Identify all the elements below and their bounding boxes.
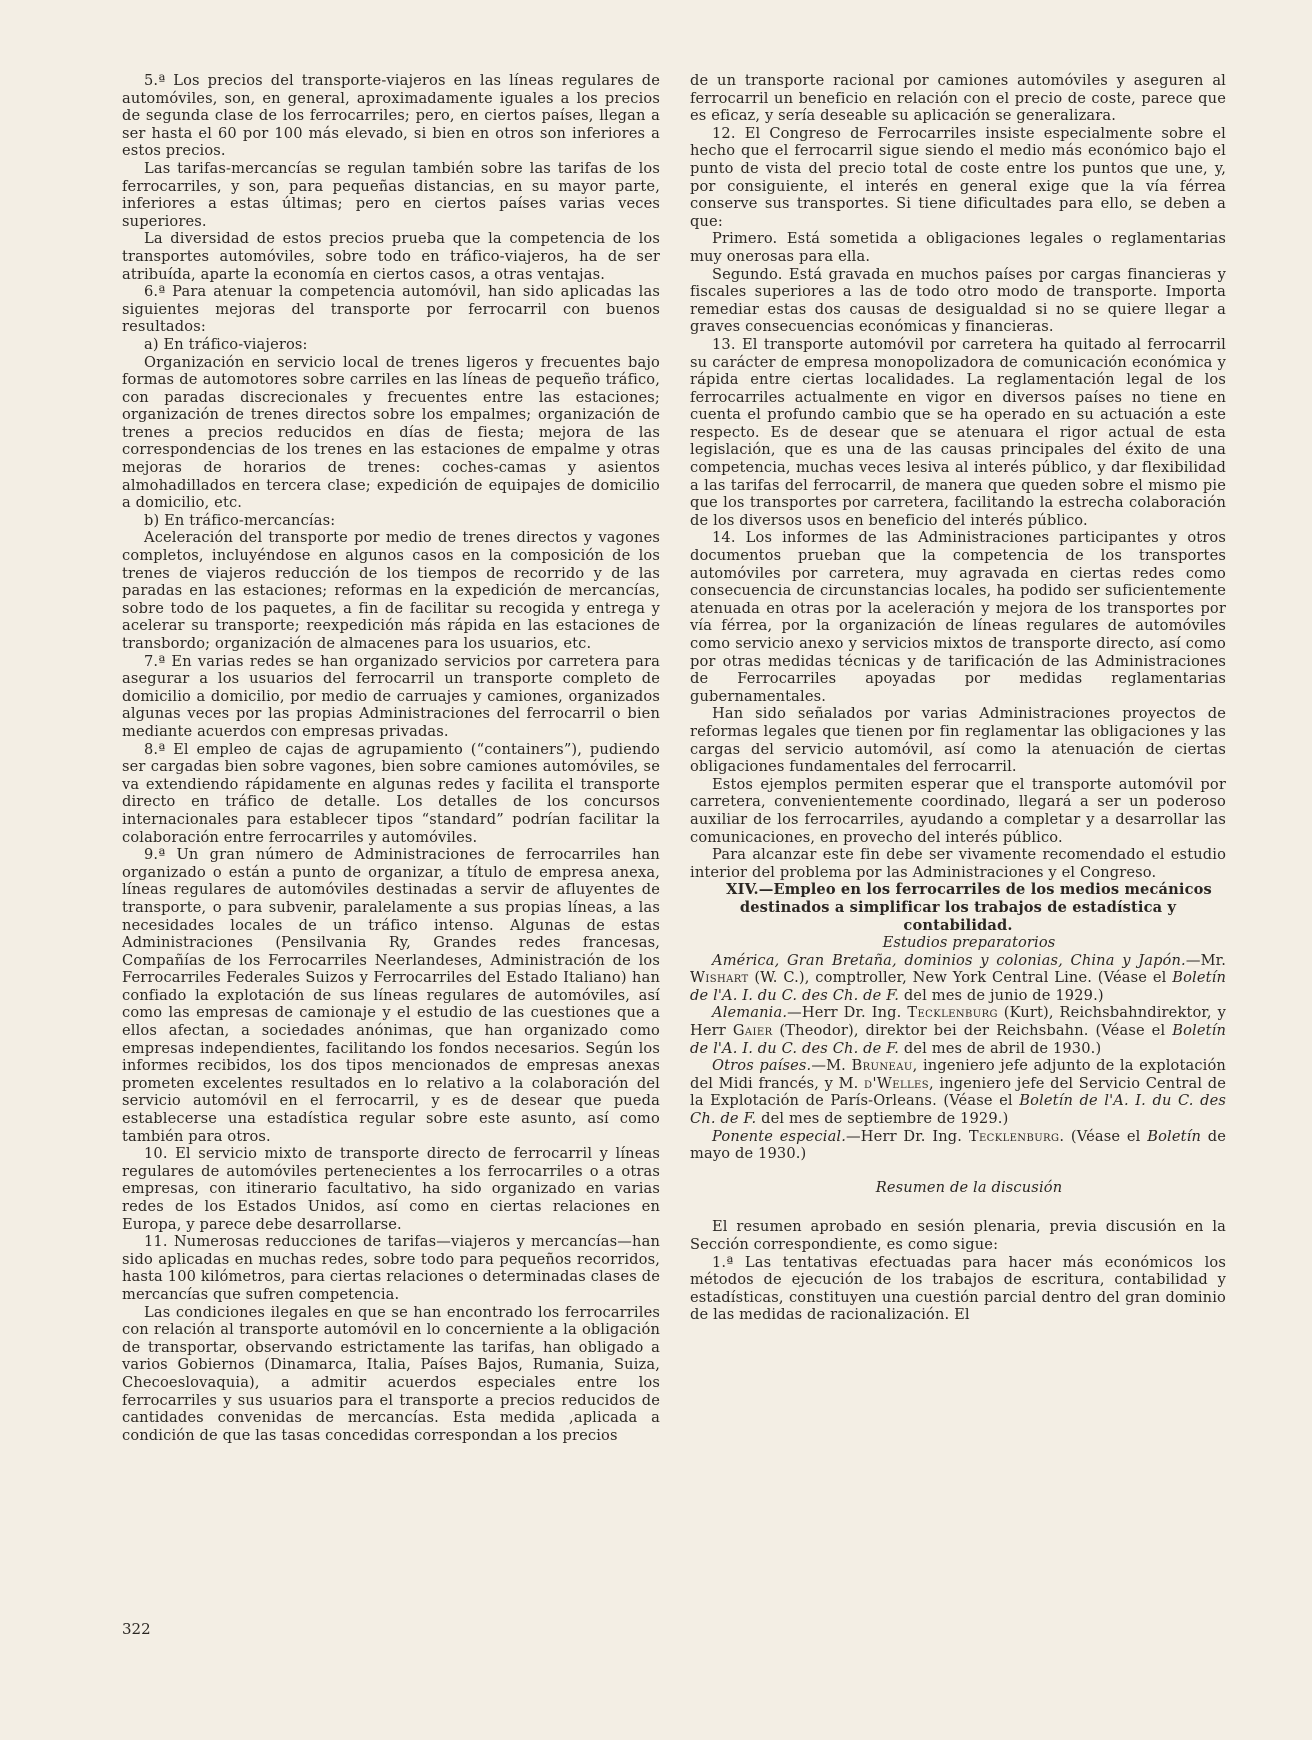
ref-text: —Herr Dr. Ing. — [787, 1004, 908, 1022]
ref-name: Tecklenburg — [968, 1127, 1060, 1145]
paragraph: 7.ª En varias redes se han organizado servicios por carretera para asegurar a los usuarios del ferrocarril un transporte completo de domicilio a domicilio, por medio de carruajes y camiones, organizados algunas veces por las propias Administraciones del ferrocarril o bien mediante acuerdos con empresas privadas. — [122, 652, 660, 740]
paragraph: b) En tráfico-mercancías: — [144, 511, 336, 529]
reference-entry — [690, 952, 1226, 1005]
paragraph: 14. Los informes de las Administraciones participantes y otros documentos prueban que la competencia de los transportes automóviles por carretera, muy agravada en ciertas redes como consecuencia de circunstancias locales, ha podido ser suficientemente atenuada en otras por la aceleración y mejora de los transportes por vía férrea, por la organización de líneas regulares de automóviles como servicio anexo y servicios mixtos de transporte directo, así como por otras medidas técnicas y de tarificación de las Administraciones de Ferrocarriles apoyadas por medidas reglamentarias gubernamentales. — [690, 529, 1226, 705]
ref-title: Boletín — [1147, 1127, 1201, 1145]
ref-title: Boletín de l'A. I. du C. des Ch. de F. — [690, 1092, 1226, 1128]
ref-place: Otros países. — [712, 1057, 812, 1075]
ref-title: Boletín de l'A. I. du C. des Ch. de F. — [690, 1022, 1226, 1057]
ref-place: América, Gran Bretaña, dominios y colonias, China y Japón. — [712, 951, 1186, 969]
ref-name: Gaier — [732, 1022, 773, 1040]
ref-name: Wishart — [690, 969, 749, 987]
paragraph: Las condiciones ilegales en que se han encontrado los ferrocarriles con relación al transporte automóvil en lo concerniente a la obligación de transportar, observando estrictamente las tarifas, han obligado a varios Gobiernos (Dinamarca, Italia, Países Bajos, Rumania, Suiza, Checoeslovaquia), a admitir acuerdos especiales entre los ferrocarriles y sus usuarios para el transporte a precios reducidos de cantidades convenidas de mercancías. Esta medida ,aplicada a condición de que las tasas concedidas correspondan a los precios — [122, 1303, 660, 1444]
paragraph: 9.ª Un gran número de Administraciones de ferrocarriles han organizado o están a punto de organizar, a título de empresa anexa, líneas regulares de automóviles destinadas a servir de afluyentes de transporte, o para subvenir, paralelamente a sus propias líneas, a las necesidades locales de un tráfico intenso. Algunas de estas Administraciones (Pensilvania Ry, Grandes redes francesas, Compañías de los Ferrocarriles Neerlandeses, Administración de los Ferrocarriles Federales Suizos y Ferrocarriles del Estado Italiano) han confiado la explotación de sus líneas regulares de automóviles, así como las empresas de camionaje y el estudio de las cuestiones que a ellos afectan, a sociedades anónimas, que han organizado como empresas independientes, facilitando los fondos necesarios. Según los informes recibidos, los dos tipos mencionados de empresas anexas prometen excelentes resultados en lo relativo a la colaboración del servicio automóvil en el ferrocarril, y es de desear que pueda establecerse una estadística regular sobre este asunto, así como también para otros. — [122, 846, 660, 1145]
paragraph: de un transporte racional por camiones automóviles y aseguren al ferrocarril un beneficio en relación con el precio de coste, parece que es eficaz, y sería deseable su aplicación se generalizara. — [690, 72, 1226, 125]
ref-place: Ponente especial. — [712, 1127, 847, 1145]
ref-text: —Herr Dr. Ing. — [846, 1127, 969, 1145]
left-column — [122, 72, 660, 1444]
paragraph: La diversidad de estos precios prueba que la competencia de los transportes automóviles, sobre todo en tráfico-viajeros, ha de ser atribuída, aparte la economía en ciertos casos, a otras ventajas. — [122, 230, 660, 283]
paragraph: Las tarifas-mercancías se regulan también sobre las tarifas de los ferrocarriles, y son, para pequeñas distancias, en su mayor parte, inferiores a estas últimas; pero en ciertos países varias veces superiores. — [122, 159, 660, 230]
ref-text: , ingeniero jefe adjunto de la explotación del Midi francés, y M. — [690, 1057, 1226, 1092]
ref-place: Alemania. — [712, 1004, 788, 1022]
ref-name: Tecklenburg — [907, 1004, 998, 1022]
paragraph: 6.ª Para atenuar la competencia automóvil, han sido aplicadas las siguientes mejoras del transporte por ferrocarril con buenos resultados: — [122, 283, 660, 336]
paragraph: 11. Numerosas reducciones de tarifas—viajeros y mercancías—han sido aplicadas en muchas redes, sobre todo para pequeños recorridos, hasta 100 kilómetros, para ciertas relaciones o determinadas clases de mercancías que sufren competencia. — [122, 1233, 660, 1303]
ref-text: . (Véase el — [1059, 1127, 1148, 1145]
ref-text: —Mr. — [1185, 951, 1226, 969]
ref-text: de mayo de 1930.) — [690, 1127, 1227, 1163]
paragraph: 10. El servicio mixto de transporte directo de ferrocarril y líneas regulares de automóviles pertenecientes a los ferrocarriles o a otras empresas, con itinerario facultativo, ha sido organizado en varias redes de los Estados Unidos, así como en ciertas relaciones en Europa, y parece debe desarrollarse. — [122, 1145, 660, 1233]
paragraph: 13. El transporte automóvil por carretera ha quitado al ferrocarril su carácter de empresa monopolizadora de comunicación económica y rápida entre ciertas localidades. La reglamentación legal de los ferrocarriles actualmente en vigor en diversos países no tiene en cuenta el profundo cambio que se ha operado en su actuación a este respecto. Es de desear que se atenuara el rigor actual de esta legislación, que es una de las causas principales del éxito de una competencia, muchas veces lesiva al interés público, y dar flexibilidad a las tarifas del ferrocarril, de manera que queden sobre el mismo pie que los transportes por carretera, facilitando la estrecha colaboración de los diversos usos en beneficio del interés público. — [690, 335, 1226, 529]
ref-name: Bruneau — [851, 1057, 913, 1075]
paragraph: Estos ejemplos permiten esperar que el transporte automóvil por carretera, convenientemente coordinado, llegará a ser un poderoso auxiliar de los ferrocarriles, ayudando a completar y a desarrollar las comunicaciones, en provecho del interés público. — [690, 775, 1226, 846]
paragraph: 5.ª Los precios del transporte-viajeros en las líneas regulares de automóviles, son, en general, aproximadamente iguales a los precios de segunda clase de los ferrocarriles; pero, en ciertos países, llegan a ser hasta el 60 por 100 más elevado, si bien en otros son inferiores a estos precios. — [122, 72, 660, 160]
subheading: Estudios preparatorios — [882, 934, 1056, 952]
reference-entry — [690, 1128, 1226, 1163]
ref-text: —M. — [811, 1057, 852, 1075]
paragraph: Segundo. Está gravada en muchos países por cargas financieras y fiscales superiores a las de todo otro modo de transporte. Importa remediar estas dos causas de desigualdad si no se quiere llegar a graves consecuencias económicas y financieras. — [690, 265, 1226, 336]
ref-name: d'Welles — [864, 1074, 929, 1092]
paragraph: El resumen aprobado en sesión plenaria, previa discusión en la Sección correspondiente, es como sigue: — [690, 1218, 1226, 1253]
paragraph: Primero. Está sometida a obligaciones legales o reglamentarias muy onerosas para ella. — [690, 230, 1226, 265]
ref-text: del mes de abril de 1930.) — [899, 1039, 1102, 1057]
page-number: 322 — [122, 1620, 151, 1638]
right-column — [690, 72, 1226, 1324]
paragraph: Aceleración del transporte por medio de trenes directos y vagones completos, incluyéndose en algunos casos en la composición de los trenes de viajeros reducción de los tiempos de recorrido y de las paradas en las estaciones; reformas en la expedición de mercancías, sobre todo de los paquetes, a fin de facilitar su recogida y entrega y acelerar su transporte; reexpedición más rápida en las estaciones de transbordo; organización de almacenes para los usuarios, etc. — [122, 529, 660, 652]
reference-entry — [690, 1004, 1226, 1057]
paragraph: Organización en servicio local de trenes ligeros y frecuentes bajo formas de automotores sobre carriles en las líneas de pequeño tráfico, con paradas discrecionales y frecuentes entre las estaciones; organización de trenes directos sobre los empalmes; organización de trenes a precios reducidos en días de fiesta; mejora de las correspondencias de los trenes en las estaciones de empalme y otras mejoras de horarios de trenes: coches-camas y asientos almohadillados en tercera clase; expedición de equipajes de domicilio a domicilio, etc. — [122, 353, 660, 512]
paragraph: 12. El Congreso de Ferrocarriles insiste especialmente sobre el hecho que el ferrocarril sigue siendo el medio más económico bajo el punto de vista del precio total de coste entre los puntos que une, y, por consiguiente, el interés en general exige que la vía férrea conserve sus transportes. Si tiene dificultades para ello, se deben a que: — [690, 124, 1226, 230]
paragraph: 1.ª Las tentativas efectuadas para hacer más económicos los métodos de ejecución de los trabajos de escritura, contabilidad y estadísticas, constituyen una cuestión parcial dentro del gran dominio de las medidas de racionalización. El — [690, 1253, 1226, 1324]
paragraph: Para alcanzar este fin debe ser vivamente recomendado el estudio interior del problema por las Administraciones y el Congreso. — [690, 846, 1226, 881]
ref-title: Boletín de l'A. I. du C. des Ch. de F. — [690, 969, 1226, 1004]
section-title: XIV.—Empleo en los ferrocarriles de los medios mecánicos destinados a simplificar los trabajos de estadística y contabilidad. — [726, 881, 1212, 934]
paragraph: 8.ª El empleo de cajas de agrupamiento (“containers”), pudiendo ser cargadas bien sobre vagones, bien sobre camiones automóviles, se va extendiendo rápidamente en algunas redes y facilita el transporte directo en tráfico de detalle. Los detalles de los concursos internacionales para establecer tipos “standard” podrían facilitar la colaboración entre ferrocarriles y automóviles. — [122, 740, 660, 846]
ref-text: (Kurt), Reichsbahndirektor, y Herr — [690, 1004, 1226, 1040]
ref-text: (Theodor), direktor bei der Reichsbahn. (Véase el — [772, 1022, 1173, 1040]
subheading: Resumen de la discusión — [875, 1178, 1063, 1196]
ref-text: del mes de septiembre de 1929.) — [756, 1110, 1009, 1128]
paragraph: a) En tráfico-viajeros: — [144, 335, 308, 353]
reference-entry — [690, 1057, 1226, 1127]
paragraph: Han sido señalados por varias Administraciones proyectos de reformas legales que tienen por fin reglamentar las obligaciones y las cargas del servicio automóvil, así como la atenuación de ciertas obligaciones fundamentales del ferrocarril. — [690, 705, 1226, 776]
ref-text: (W. C.), comptroller, New York Central Line. (Véase el — [748, 969, 1173, 987]
ref-text: , ingeniero jefe del Servicio Central de la Explotación de París-Orleans. (Véase el — [690, 1074, 1227, 1110]
ref-text: del mes de junio de 1929.) — [899, 986, 1104, 1004]
